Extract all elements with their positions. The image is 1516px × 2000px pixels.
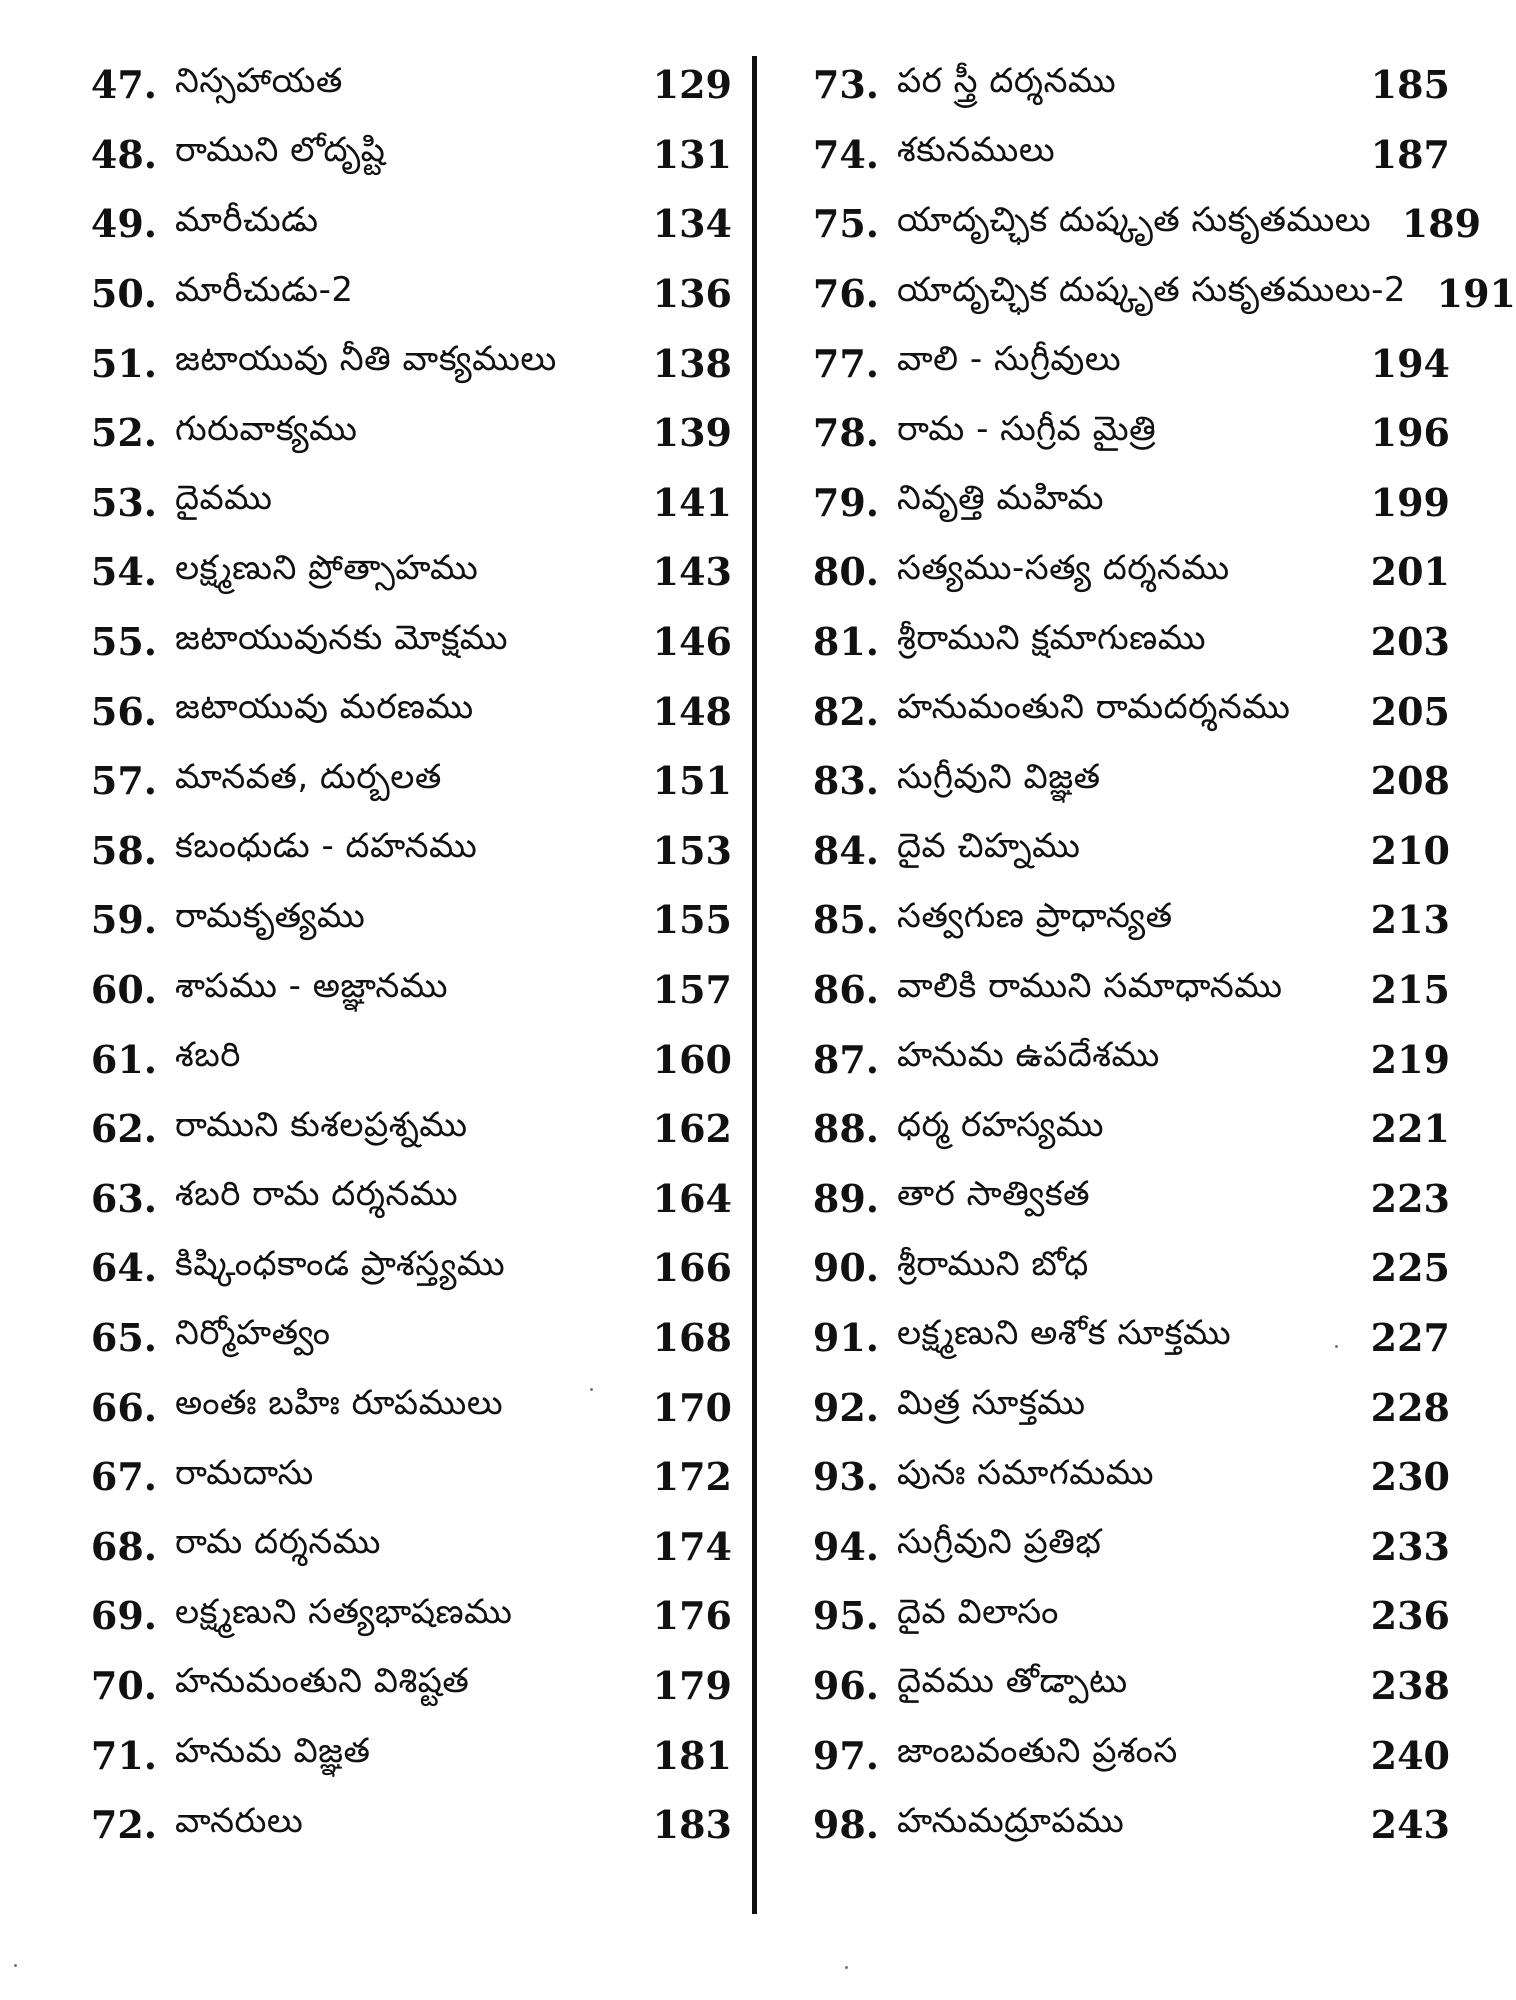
toc-entry bbox=[60, 1442, 732, 1512]
entry-number: 92. bbox=[812, 1384, 879, 1430]
entry-page-number: 141 bbox=[652, 479, 732, 525]
entry-title: లక్ష్మణుని సత్యభాషణము bbox=[175, 1591, 513, 1632]
entry-number: 70. bbox=[90, 1662, 157, 1708]
entry-title: మానవత, దుర్బలత bbox=[175, 756, 442, 797]
entry-number: 71. bbox=[90, 1732, 157, 1778]
toc-entry bbox=[782, 746, 1450, 816]
entry-title: మారీచుడు-2 bbox=[175, 269, 354, 310]
entry-number: 47. bbox=[90, 62, 157, 108]
toc-entry bbox=[60, 746, 732, 816]
toc-entry bbox=[782, 1511, 1450, 1581]
entry-page-number: 230 bbox=[1370, 1454, 1450, 1500]
entry-page-number: 201 bbox=[1370, 549, 1450, 595]
entry-page-number: 153 bbox=[652, 827, 732, 873]
entry-number: 60. bbox=[90, 967, 157, 1013]
toc-entry bbox=[60, 120, 732, 190]
toc-entry bbox=[60, 1581, 732, 1651]
entry-number: 48. bbox=[90, 131, 157, 177]
entry-page-number: 138 bbox=[652, 340, 732, 386]
entry-number: 94. bbox=[812, 1523, 879, 1569]
entry-title: నిర్మోహత్వం bbox=[175, 1313, 331, 1354]
toc-entry bbox=[782, 537, 1450, 607]
entry-number: 63. bbox=[90, 1175, 157, 1221]
entry-page-number: 155 bbox=[652, 897, 732, 943]
entry-page-number: 221 bbox=[1370, 1106, 1450, 1152]
entry-title: జటాయువు మరణము bbox=[175, 687, 474, 728]
entry-page-number: 146 bbox=[652, 619, 732, 665]
toc-entry bbox=[782, 1790, 1450, 1860]
entry-number: 62. bbox=[90, 1106, 157, 1152]
toc-entry bbox=[60, 1790, 732, 1860]
entry-number: 64. bbox=[90, 1245, 157, 1291]
entry-title: హనుమ విజ్ఞత bbox=[175, 1731, 371, 1772]
entry-title: రామదాసు bbox=[175, 1452, 314, 1493]
toc-entry bbox=[60, 398, 732, 468]
entry-title: హనుమ ఉపదేశము bbox=[897, 1035, 1160, 1076]
entry-number: 89. bbox=[812, 1175, 879, 1221]
toc-entry bbox=[782, 189, 1482, 259]
entry-title: గురువాక్యము bbox=[175, 408, 358, 449]
entry-page-number: 243 bbox=[1370, 1802, 1450, 1848]
toc-entry bbox=[782, 1164, 1450, 1234]
entry-page-number: 183 bbox=[652, 1802, 732, 1848]
entry-page-number: 134 bbox=[652, 201, 732, 247]
toc-entry bbox=[60, 1164, 732, 1234]
entry-number: 69. bbox=[90, 1593, 157, 1639]
entry-number: 76. bbox=[812, 271, 879, 317]
toc-entry bbox=[782, 816, 1450, 886]
entry-title: కబంధుడు - దహనము bbox=[175, 826, 478, 867]
toc-entry bbox=[60, 50, 732, 120]
entry-number: 51. bbox=[90, 340, 157, 386]
entry-title: యాదృచ్ఛిక దుష్కృత సుకృతములు bbox=[897, 199, 1372, 240]
entry-number: 58. bbox=[90, 827, 157, 873]
entry-page-number: 164 bbox=[652, 1175, 732, 1221]
entry-page-number: 215 bbox=[1370, 967, 1450, 1013]
toc-entry bbox=[60, 537, 732, 607]
toc-entry bbox=[782, 1094, 1450, 1164]
entry-page-number: 196 bbox=[1370, 410, 1450, 456]
toc-entry bbox=[60, 607, 732, 677]
entry-title: హనుమంతుని రామదర్శనము bbox=[897, 687, 1291, 728]
entry-number: 68. bbox=[90, 1523, 157, 1569]
entry-title: శ్రీరాముని క్షమాగుణము bbox=[897, 617, 1206, 658]
toc-entry bbox=[60, 1233, 732, 1303]
entry-number: 77. bbox=[812, 340, 879, 386]
entry-number: 85. bbox=[812, 897, 879, 943]
entry-title: మిత్ర సూక్తము bbox=[897, 1383, 1086, 1424]
toc-entry bbox=[782, 1233, 1450, 1303]
entry-number: 75. bbox=[812, 201, 879, 247]
entry-number: 88. bbox=[812, 1106, 879, 1152]
entry-page-number: 210 bbox=[1370, 827, 1450, 873]
entry-page-number: 168 bbox=[652, 1314, 732, 1360]
entry-page-number: 160 bbox=[652, 1036, 732, 1082]
toc-entry bbox=[782, 1442, 1450, 1512]
entry-number: 86. bbox=[812, 967, 879, 1013]
entry-number: 66. bbox=[90, 1384, 157, 1430]
entry-page-number: 179 bbox=[652, 1662, 732, 1708]
toc-entry bbox=[782, 1651, 1450, 1721]
entry-number: 80. bbox=[812, 549, 879, 595]
toc-entry bbox=[782, 50, 1450, 120]
entry-title: లక్ష్మణుని ప్రోత్సాహము bbox=[175, 547, 479, 588]
entry-number: 54. bbox=[90, 549, 157, 595]
entry-title: హనుమద్రూపము bbox=[897, 1800, 1125, 1841]
entry-page-number: 185 bbox=[1370, 62, 1450, 108]
entry-title: పర స్త్రీ దర్శనము bbox=[897, 60, 1117, 101]
entry-page-number: 208 bbox=[1370, 758, 1450, 804]
toc-entry bbox=[60, 816, 732, 886]
entry-page-number: 131 bbox=[652, 131, 732, 177]
entry-title: రామకృత్యము bbox=[175, 895, 366, 936]
entry-page-number: 225 bbox=[1370, 1245, 1450, 1291]
toc-entry bbox=[782, 259, 1516, 329]
toc-entry bbox=[60, 1303, 732, 1373]
entry-page-number: 194 bbox=[1370, 340, 1450, 386]
toc-entry bbox=[782, 1024, 1450, 1094]
entry-title: శాపము - అజ్ఞానము bbox=[175, 965, 449, 1006]
print-speck bbox=[845, 1966, 848, 1969]
entry-title: యాదృచ్ఛిక దుష్కృత సుకృతములు-2 bbox=[897, 269, 1406, 310]
toc-entry bbox=[782, 120, 1450, 190]
toc-entry bbox=[782, 1372, 1450, 1442]
entry-title: రామ దర్శనము bbox=[175, 1522, 381, 1563]
entry-title: కిష్కింధకాండ ప్రాశస్త్యము bbox=[175, 1243, 506, 1284]
entry-page-number: 136 bbox=[652, 271, 732, 317]
entry-number: 95. bbox=[812, 1593, 879, 1639]
entry-number: 87. bbox=[812, 1036, 879, 1082]
entry-number: 49. bbox=[90, 201, 157, 247]
toc-entry bbox=[60, 259, 732, 329]
entry-page-number: 191 bbox=[1436, 271, 1516, 317]
print-speck bbox=[14, 1964, 17, 1967]
entry-title: సత్వగుణ ప్రాధాన్యత bbox=[897, 895, 1173, 936]
entry-page-number: 157 bbox=[652, 967, 732, 1013]
entry-number: 82. bbox=[812, 688, 879, 734]
entry-page-number: 162 bbox=[652, 1106, 732, 1152]
entry-page-number: 238 bbox=[1370, 1662, 1450, 1708]
entry-title: సత్యము-సత్య దర్శనము bbox=[897, 547, 1230, 588]
toc-entry bbox=[782, 885, 1450, 955]
contents-column-right bbox=[782, 50, 1516, 1859]
entry-number: 50. bbox=[90, 271, 157, 317]
entry-number: 93. bbox=[812, 1454, 879, 1500]
entry-number: 73. bbox=[812, 62, 879, 108]
entry-page-number: 166 bbox=[652, 1245, 732, 1291]
toc-entry bbox=[60, 1372, 732, 1442]
toc-entry bbox=[782, 1303, 1450, 1373]
toc-entry bbox=[60, 1720, 732, 1790]
entry-page-number: 228 bbox=[1370, 1384, 1450, 1430]
entry-page-number: 143 bbox=[652, 549, 732, 595]
entry-page-number: 129 bbox=[652, 62, 732, 108]
toc-entry bbox=[782, 468, 1450, 538]
entry-page-number: 213 bbox=[1370, 897, 1450, 943]
toc-entry bbox=[60, 676, 732, 746]
entry-page-number: 148 bbox=[652, 688, 732, 734]
entry-title: తార సాత్వికత bbox=[897, 1174, 1091, 1215]
entry-title: జటాయువునకు మోక్షము bbox=[175, 617, 508, 658]
entry-number: 56. bbox=[90, 688, 157, 734]
entry-page-number: 199 bbox=[1370, 479, 1450, 525]
entry-number: 74. bbox=[812, 131, 879, 177]
entry-number: 97. bbox=[812, 1732, 879, 1778]
print-speck bbox=[590, 1388, 593, 1391]
toc-entry bbox=[782, 1720, 1450, 1790]
entry-number: 61. bbox=[90, 1036, 157, 1082]
entry-title: వానరులు bbox=[175, 1800, 304, 1841]
entry-title: శకునములు bbox=[897, 130, 1056, 171]
entry-title: వాలికి రాముని సమాధానము bbox=[897, 965, 1283, 1006]
entry-number: 72. bbox=[90, 1802, 157, 1848]
entry-number: 55. bbox=[90, 619, 157, 665]
entry-title: హనుమంతుని విశిష్టత bbox=[175, 1661, 470, 1702]
entry-number: 57. bbox=[90, 758, 157, 804]
entry-number: 96. bbox=[812, 1662, 879, 1708]
toc-entry bbox=[60, 1094, 732, 1164]
entry-title: అంతః బహిః రూపములు bbox=[175, 1383, 504, 1424]
entry-page-number: 151 bbox=[652, 758, 732, 804]
entry-title: శబరి రామ దర్శనము bbox=[175, 1174, 459, 1215]
toc-entry bbox=[782, 398, 1450, 468]
entry-title: ధర్మ రహస్యము bbox=[897, 1104, 1105, 1145]
entry-title: దైవము bbox=[175, 478, 273, 519]
entry-title: పునః సమాగమము bbox=[897, 1452, 1154, 1493]
entry-title: జాంబవంతుని ప్రశంస bbox=[897, 1731, 1178, 1772]
print-speck bbox=[1335, 1345, 1338, 1348]
entry-page-number: 139 bbox=[652, 410, 732, 456]
toc-entry bbox=[60, 885, 732, 955]
entry-number: 98. bbox=[812, 1802, 879, 1848]
entry-title: వాలి - సుగ్రీవులు bbox=[897, 339, 1122, 380]
entry-title: రామ - సుగ్రీవ మైత్రి bbox=[897, 408, 1157, 449]
entry-title: రాముని కుశలప్రశ్నము bbox=[175, 1104, 468, 1145]
entry-page-number: 227 bbox=[1370, 1314, 1450, 1360]
entry-title: మారీచుడు bbox=[175, 199, 319, 240]
entry-number: 78. bbox=[812, 410, 879, 456]
toc-entry bbox=[60, 955, 732, 1025]
entry-page-number: 187 bbox=[1370, 131, 1450, 177]
entry-page-number: 203 bbox=[1370, 619, 1450, 665]
toc-entry bbox=[60, 468, 732, 538]
entry-page-number: 181 bbox=[652, 1732, 732, 1778]
contents-column-left bbox=[60, 50, 732, 1859]
entry-page-number: 233 bbox=[1370, 1523, 1450, 1569]
entry-title: రాముని లోదృష్టి bbox=[175, 130, 386, 171]
entry-title: సుగ్రీవుని విజ్ఞత bbox=[897, 756, 1101, 797]
entry-title: సుగ్రీవుని ప్రతిభ bbox=[897, 1522, 1102, 1563]
toc-entry bbox=[60, 1511, 732, 1581]
entry-title: జటాయువు నీతి వాక్యములు bbox=[175, 339, 557, 380]
toc-entry bbox=[782, 328, 1450, 398]
entry-number: 83. bbox=[812, 758, 879, 804]
entry-page-number: 236 bbox=[1370, 1593, 1450, 1639]
entry-title: లక్ష్మణుని అశోక సూక్తము bbox=[897, 1313, 1232, 1354]
entry-number: 67. bbox=[90, 1454, 157, 1500]
toc-entry bbox=[782, 676, 1450, 746]
toc-entry bbox=[60, 189, 732, 259]
entry-page-number: 219 bbox=[1370, 1036, 1450, 1082]
entry-title: దైవ విలాసం bbox=[897, 1591, 1059, 1632]
entry-number: 65. bbox=[90, 1314, 157, 1360]
entry-number: 91. bbox=[812, 1314, 879, 1360]
entry-title: శ్రీరాముని బోధ bbox=[897, 1243, 1089, 1284]
entry-page-number: 240 bbox=[1370, 1732, 1450, 1778]
entry-title: శబరి bbox=[175, 1035, 241, 1076]
entry-title: దైవము తోడ్పాటు bbox=[897, 1661, 1128, 1702]
entry-title: నిస్సహాయత bbox=[175, 60, 343, 101]
entry-number: 52. bbox=[90, 410, 157, 456]
entry-page-number: 176 bbox=[652, 1593, 732, 1639]
entry-page-number: 170 bbox=[652, 1384, 732, 1430]
entry-page-number: 174 bbox=[652, 1523, 732, 1569]
entry-page-number: 205 bbox=[1370, 688, 1450, 734]
entry-page-number: 223 bbox=[1370, 1175, 1450, 1221]
entry-title: దైవ చిహ్నము bbox=[897, 826, 1081, 867]
toc-entry bbox=[782, 955, 1450, 1025]
toc-entry bbox=[60, 1651, 732, 1721]
toc-entry bbox=[60, 328, 732, 398]
entry-page-number: 172 bbox=[652, 1454, 732, 1500]
entry-number: 81. bbox=[812, 619, 879, 665]
entry-number: 84. bbox=[812, 827, 879, 873]
toc-entry bbox=[782, 1581, 1450, 1651]
entry-number: 79. bbox=[812, 479, 879, 525]
entry-number: 53. bbox=[90, 479, 157, 525]
toc-entry bbox=[782, 607, 1450, 677]
entry-number: 59. bbox=[90, 897, 157, 943]
entry-number: 90. bbox=[812, 1245, 879, 1291]
toc-entry bbox=[60, 1024, 732, 1094]
column-divider bbox=[752, 56, 757, 1914]
entry-title: నివృత్తి మహిమ bbox=[897, 478, 1105, 519]
entry-page-number: 189 bbox=[1401, 201, 1482, 247]
